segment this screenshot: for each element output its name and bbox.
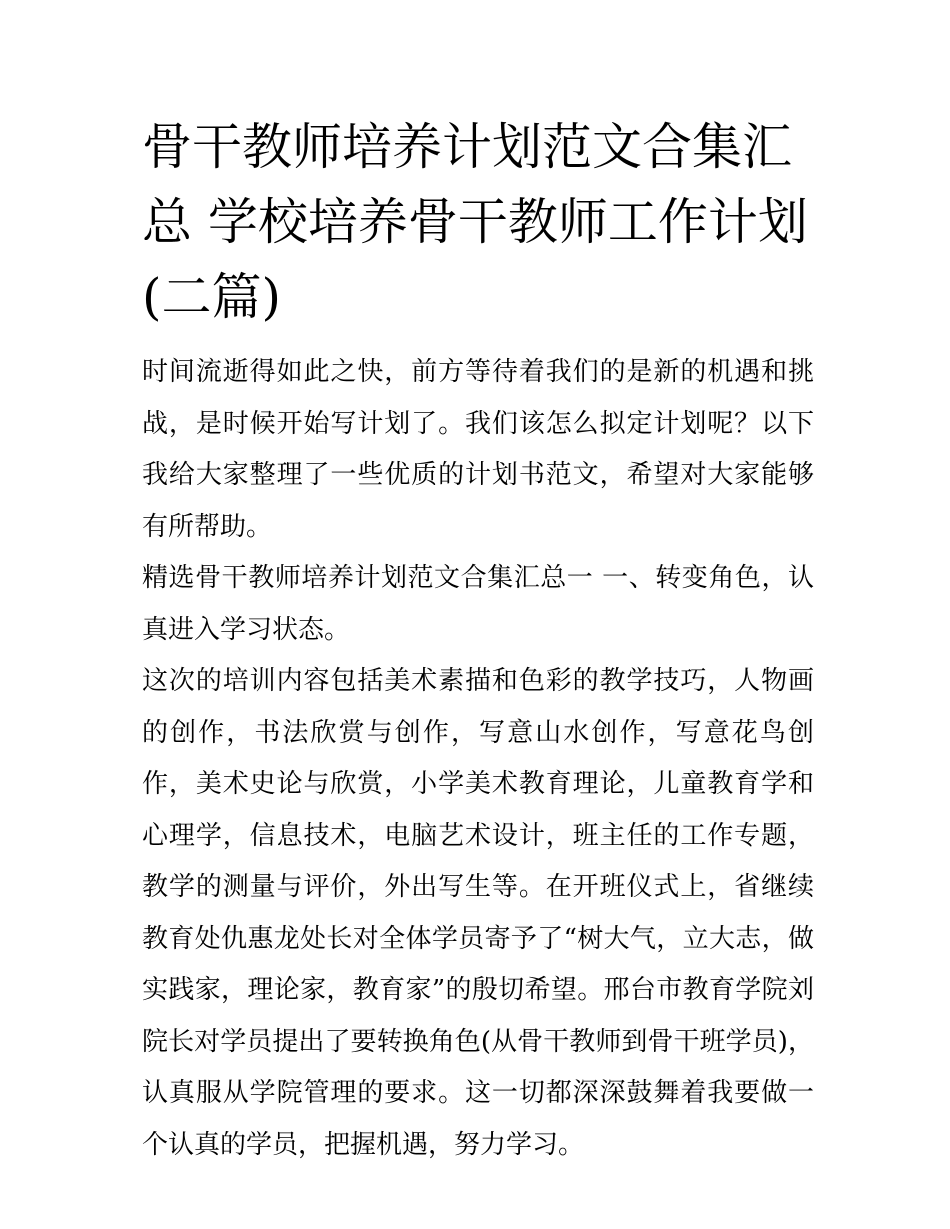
intro-paragraph: 时间流逝得如此之快，前方等待着我们的是新的机遇和挑战，是时候开始写计划了。我们该怎么拟定计划呢？以下我给大家整理了一些优质的计划书范文，希望对大家能够有所帮助。 — [142, 357, 814, 542]
body-paragraph: 这次的培训内容包括美术素描和色彩的教学技巧，人物画的创作，书法欣赏与创作，写意山水创作，写意花鸟创作，美术史论与欣赏，小学美术教育理论，儿童教育学和心理学，信息技术，电脑艺术设计，班主任的工作专题，教学的测量与评价，外出写生等。在开班仪式上，省继续教育处仇惠龙处长对全体学员寄予了“树大气，立大志，做实践家，理论家，教育家”的殷切希望。邢台市教育学院刘院长对学员提出了要转换角色(从骨干教师到骨干班学员)，认真服从学院管理的要求。这一切都深深鼓舞着我要做一个认真的学员，把握机遇，努力学习。 — [142, 666, 814, 1160]
document-page — [142, 110, 814, 1171]
document-title: 骨干教师培养计划范文合集汇总 学校培养骨干教师工作计划(二篇) — [142, 118, 808, 326]
section-heading-paragraph: 精选骨干教师培养计划范文合集汇总一 一、转变角色，认真进入学习状态。 — [142, 563, 814, 645]
